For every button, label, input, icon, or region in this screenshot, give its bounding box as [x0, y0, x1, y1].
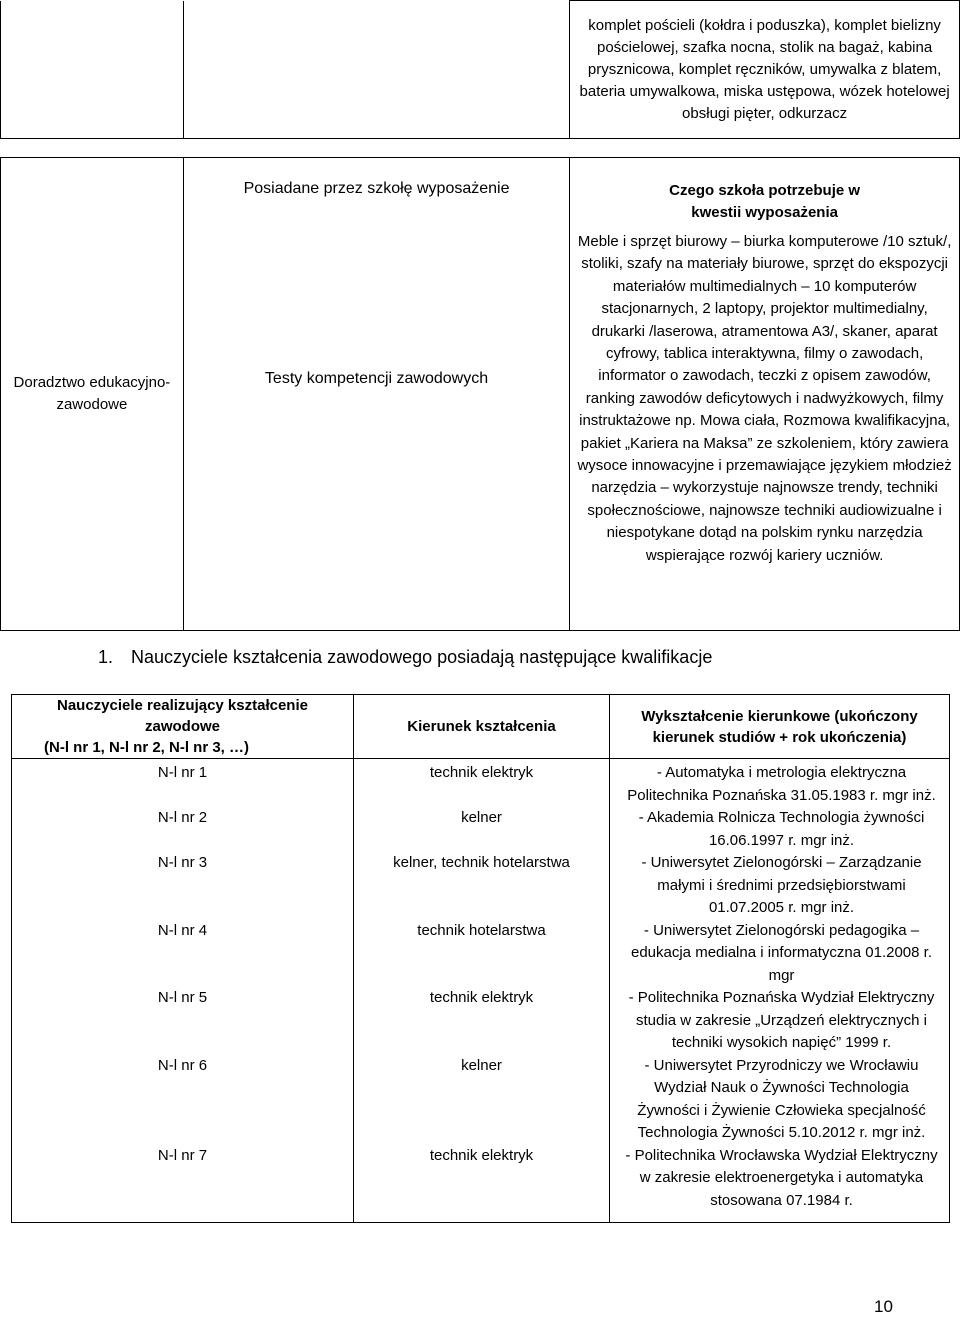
education-cell: - Automatyka i metrologia elektryczna Politechnika Poznańska 31.05.1983 r. mgr inż. [610, 759, 950, 808]
page-number: 10 [874, 1297, 893, 1316]
direction-cell: technik elektryk [354, 1145, 610, 1223]
teacher-cell: N-l nr 5 [12, 987, 354, 1055]
equipment-table [0, 0, 960, 631]
header-direction: Kierunek kształcenia [354, 695, 610, 759]
teacher-cell: N-l nr 7 [12, 1145, 354, 1223]
table-row [12, 1055, 950, 1145]
direction-cell: technik elektryk [354, 987, 610, 1055]
owned-equipment-cell [183, 158, 569, 631]
section-heading [98, 643, 712, 671]
education-cell: - Akademia Rolnicza Technologia żywności 16.06.1997 r. mgr inż. [610, 807, 950, 852]
table-row [12, 807, 950, 852]
direction-cell: kelner, technik hotelarstwa [354, 852, 610, 920]
education-cell: - Politechnika Poznańska Wydział Elektryczny studia w zakresie „Urządzeń elektrycznych i techniki wysokich napięć” 1999 r. [610, 987, 950, 1055]
education-cell: - Uniwersytet Zielonogórski pedagogika – edukacja medialna i informatyczna 01.2008 r. mgr [610, 920, 950, 988]
direction-cell: technik elektryk [354, 759, 610, 808]
header-needed-equipment: Czego szkoła potrzebuje w kwestii wyposażenia [669, 182, 861, 221]
area-name: Doradztwo edukacyjno-zawodowe [1, 158, 184, 631]
header-education: Wykształcenie kierunkowe (ukończony kierunek studiów + rok ukończenia) [610, 695, 950, 759]
header-teachers-line1: Nauczyciele realizujący kształcenie zawodowe [57, 697, 308, 735]
table-row [12, 987, 950, 1055]
education-cell: - Politechnika Wrocławska Wydział Elektryczny w zakresie elektroenergetyka i automatyka stosowana 07.1984 r. [610, 1145, 950, 1223]
teacher-cell: N-l nr 4 [12, 920, 354, 988]
education-cell: - Uniwersytet Przyrodniczy we Wrocławiu Wydział Nauk o Żywności Technologia Żywności i Żywienie Człowieka specjalność Technologia Żywności 5.10.2012 r. mgr inż. [610, 1055, 950, 1145]
header-teachers-line2: (N-l nr 1, N-l nr 2, N-l nr 3, …) [44, 739, 250, 756]
needed-equipment-text: Meble i sprzęt biurowy – biurka komputerowe /10 sztuk/, stoliki, szafy na materiały biurowe, sprzęt do ekspozycji materiałów multimedialnych – 10 komputerów stacjonarnych, 2 laptopy, projektor multimedialny, drukarki /laserowa, atramentowa A3/, skaner, aparat cyfrowy, tablica interaktywna, filmy o zawodach, informator o zawodach, teczki z opisem zawodów, ranking zawodów deficytowych i nadwyżkowych, filmy instruktażowe np. Mowa ciała, Rozmowa kwalifikacyjna, pakiet „Kariera na Maksa” ze szkoleniem, który zawiera wysoce innowacyjne i przemawiające językiem młodzież narzędzia – wykorzystuje najnowsze trendy, techniki społecznościowe, najnowsze techniki audiowizualne i niespotykane dotąd na polskim rynku narzędzia wspierające rozwój kariery uczniów. [577, 233, 952, 564]
section-title: Nauczyciele kształcenia zawodowego posiadają następujące kwalifikacje [131, 647, 713, 667]
equipment-top-row-text: komplet pościeli (kołdra i poduszka), komplet bielizny pościelowej, szafka nocna, stolik na bagaż, kabina prysznicowa, komplet ręczników, umywalka z blatem, bateria umywalkowa, miska ustępowa, wózek hotelowej obsługi pięter, odkurzacz [570, 1, 960, 139]
section-number: 1. [98, 647, 114, 667]
header-owned-equipment: Posiadane przez szkołę wyposażenie [243, 180, 510, 197]
direction-cell: kelner [354, 1055, 610, 1145]
table-row [12, 920, 950, 988]
table-row [12, 852, 950, 920]
table-gap [1, 139, 960, 158]
table-row [12, 759, 950, 808]
qualifications-header-row [12, 695, 950, 759]
equipment-blank-cell [1, 1, 184, 139]
header-teachers [12, 695, 354, 759]
direction-cell: kelner [354, 807, 610, 852]
teacher-cell: N-l nr 3 [12, 852, 354, 920]
table-row [12, 1145, 950, 1223]
teacher-cell: N-l nr 2 [12, 807, 354, 852]
qualifications-table [11, 694, 950, 1223]
teacher-cell: N-l nr 1 [12, 759, 354, 808]
equipment-blank-cell [183, 1, 569, 139]
direction-cell: technik hotelarstwa [354, 920, 610, 988]
education-cell: - Uniwersytet Zielonogórski – Zarządzanie małymi i średnimi przedsiębiorstwami 01.07.2005 r. mgr inż. [610, 852, 950, 920]
teacher-cell: N-l nr 6 [12, 1055, 354, 1145]
needed-equipment-cell [570, 158, 960, 631]
owned-equipment-text: Testy kompetencji zawodowych [264, 370, 489, 387]
